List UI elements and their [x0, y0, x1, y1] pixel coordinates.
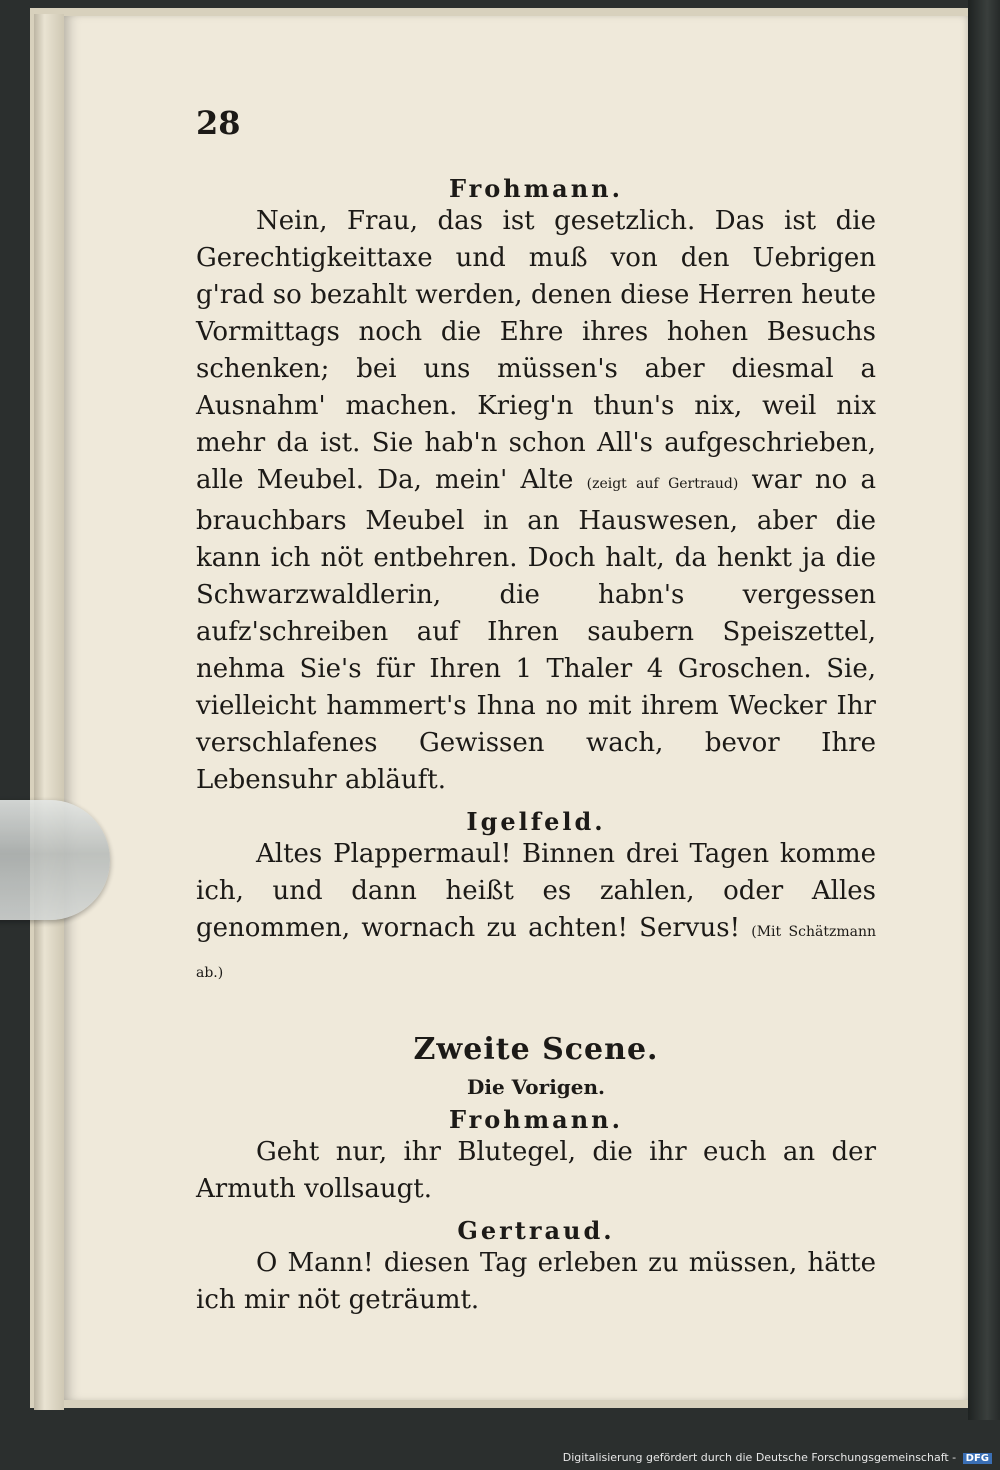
speaker-frohmann-2: Frohmann. — [449, 1105, 623, 1134]
page-number: 28 — [196, 104, 241, 142]
speech-text: Altes Plappermaul! Binnen drei Tagen komme ich, und dann heißt es zahlen, oder Alles genommen, wornach zu achten! Servus! — [196, 839, 876, 943]
stage-direction-exit: (Mit Schätzmann ab.) — [196, 924, 876, 981]
speech-gertraud: O Mann! diesen Tag erleben zu müssen, hätte ich mir nöt geträumt. — [196, 1248, 876, 1315]
scene-title: Zweite Scene. — [413, 1032, 659, 1067]
footer-credit — [563, 1451, 992, 1464]
stage-direction: (zeigt auf Gertraud) — [586, 476, 739, 492]
book-cover-right — [968, 0, 1000, 1420]
speaker-igelfeld: Igelfeld. — [466, 807, 606, 836]
page-edge-left — [34, 14, 64, 1410]
speaker-gertraud: Gertraud. — [457, 1216, 615, 1245]
speech-igelfeld — [196, 836, 876, 992]
footer-text: Digitalisierung gefördert durch die Deutsche Forschungsgemeinschaft - — [562, 1451, 957, 1464]
speech-text-before: Nein, Frau, das ist gesetzlich. Das ist die Gerechtigkeittaxe und muß von den Uebrigen g'rad so bezahlt werden, denen diese Herren heute Vormittags noch die Ehre ihres hohen Besuchs schenken; bei uns müssen's aber diesmal a Ausnahm' machen. Krieg'n thun's nix, weil nix mehr da ist. Sie hab'n schon All's aufgeschrieben, alle Meubel. Da, mein' Alte — [196, 206, 876, 495]
speech-frohmann-1 — [196, 203, 876, 799]
page-text — [196, 96, 876, 1319]
dfg-logo: DFG — [963, 1453, 992, 1464]
speech-frohmann-2: Geht nur, ihr Blutegel, die ihr euch an der Armuth vollsaugt. — [196, 1137, 876, 1204]
speaker-frohmann: Frohmann. — [449, 174, 623, 203]
speech-text-after: war no a brauchbars Meubel in an Hauswesen, aber die kann ich nöt entbehren. Doch halt, da henkt ja die Schwarzwaldlerin, die habn's vergessen aufz'schreiben auf Ihren saubern Speiszettel, nehma Sie's für Ihren 1 Thaler 4 Groschen. Sie, vielleicht hammert's Ihna no mit ihrem Wecker Ihr verschlafenes Gewissen wach, bevor Ihre Lebensuhr abläuft. — [196, 465, 877, 795]
scene-subtitle: Die Vorigen. — [467, 1075, 605, 1099]
